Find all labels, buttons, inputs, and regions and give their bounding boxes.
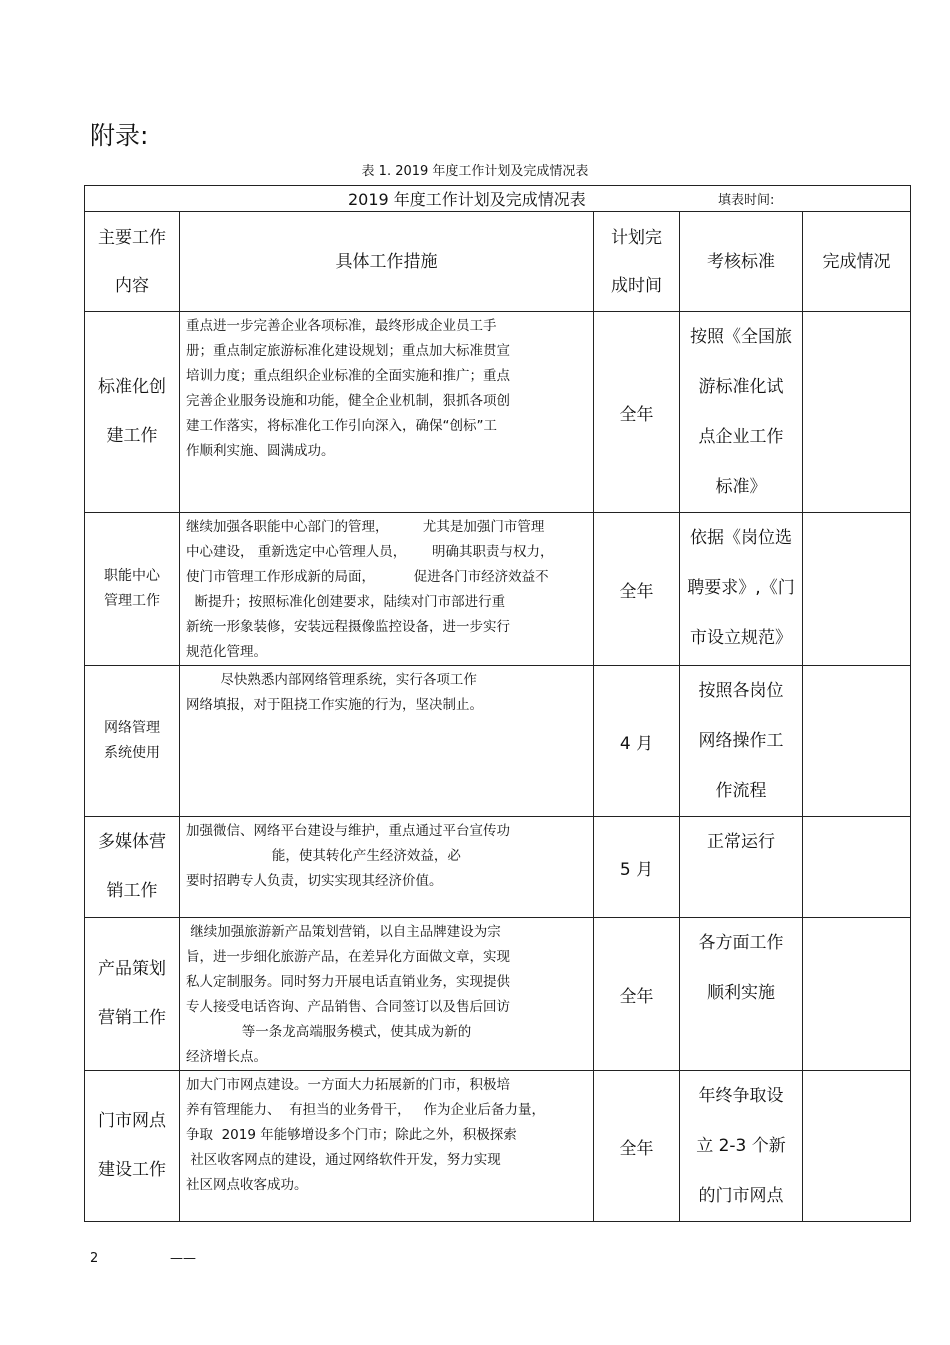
row-measure-line: 养有管理能力、 有担当的业务骨干， 作为企业后备力量， — [186, 1102, 545, 1118]
row-standard — [680, 666, 803, 817]
row-measure-line: 重点进一步完善企业各项标准，最终形成企业员工手 — [186, 318, 497, 334]
row-measures — [180, 918, 594, 1071]
row-standard-line: 点企业工作 — [698, 427, 784, 447]
header-standard: 考核标准 — [680, 212, 803, 312]
header-status: 完成情况 — [803, 212, 911, 312]
header-topic — [85, 212, 180, 312]
row-measures — [180, 817, 594, 918]
row-measure-line: 断提升；按照标准化创建要求，陆续对门市部进行重 — [186, 594, 506, 610]
row-plan-time: 5 月 — [594, 817, 680, 918]
row-standard — [680, 513, 803, 666]
row-measure-line: 册；重点制定旅游标准化建设规划；重点加大标准贯宣 — [186, 343, 510, 359]
row-standard-line: 正常运行 — [707, 832, 775, 852]
appendix-heading: 附录: — [90, 121, 149, 150]
row-standard — [680, 817, 803, 918]
row-topic — [85, 918, 180, 1071]
row-topic-line: 营销工作 — [98, 1008, 166, 1028]
row-measures — [180, 312, 594, 513]
row-standard-line: 按照《全国旅 — [690, 327, 792, 347]
row-measure-line: 建工作落实，将标准化工作引向深入，确保“创标”工 — [186, 418, 497, 434]
row-measure-line: 作顺利实施、圆满成功。 — [186, 443, 335, 459]
row-topic-line: 建工作 — [106, 426, 158, 446]
row-measure-line: 经济增长点。 — [186, 1049, 267, 1065]
row-measure-line: 使门市管理工作形成新的局面， 促进各门市经济效益不 — [186, 569, 549, 585]
row-measures — [180, 1071, 594, 1222]
row-measure-line: 新统一形象装修，安装远程摄像监控设备，进一步实行 — [186, 619, 510, 635]
row-standard-line: 顺利实施 — [707, 983, 775, 1003]
table-row — [85, 817, 911, 918]
row-standard-line: 的门市网点 — [698, 1186, 784, 1206]
header-measures: 具体工作措施 — [180, 212, 594, 312]
header-topic-line: 主要工作 — [98, 227, 166, 248]
row-measure-line: 培训力度；重点组织企业标准的全面实施和推广；重点 — [186, 368, 510, 384]
row-standard — [680, 918, 803, 1071]
row-standard-line: 各方面工作 — [698, 933, 784, 953]
row-plan-time: 全年 — [594, 1071, 680, 1222]
row-topic-line: 门市网点 — [98, 1111, 166, 1131]
row-standard-line: 标准》 — [715, 477, 767, 497]
row-plan-time: 全年 — [594, 312, 680, 513]
row-status — [803, 918, 911, 1071]
row-topic-line: 系统使用 — [104, 745, 160, 761]
row-topic-line: 多媒体营 — [98, 832, 166, 852]
row-status — [803, 817, 911, 918]
row-standard-line: 年终争取设 — [698, 1086, 784, 1106]
table-row — [85, 666, 911, 817]
row-measure-line: 私人定制服务。同时努力开展电话直销业务，实现提供 — [186, 974, 510, 990]
header-time — [594, 212, 680, 312]
row-measure-line: 争取 2019 年能够增设多个门市；除此之外，积极探索 — [186, 1127, 517, 1143]
row-topic-line: 网络管理 — [104, 720, 160, 736]
row-measures — [180, 666, 594, 817]
row-topic — [85, 666, 180, 817]
row-topic — [85, 1071, 180, 1222]
row-measure-line: 加强微信、网络平台建设与维护，重点通过平台宣传功 — [186, 823, 510, 839]
row-measure-line: 能，使其转化产生经济效益，必 — [186, 848, 461, 864]
row-standard-line: 按照各岗位 — [698, 681, 784, 701]
row-standard-line: 网络操作工 — [698, 731, 784, 751]
row-topic-line: 职能中心 — [104, 568, 160, 584]
row-measure-line: 继续加强各职能中心部门的管理， 尤其是加强门市管理 — [186, 519, 545, 535]
row-topic-line: 标准化创 — [98, 377, 166, 397]
page-number: 2 — [90, 1251, 99, 1266]
row-topic-line: 产品策划 — [98, 959, 166, 979]
row-measure-line: 继续加强旅游新产品策划营销，以自主品牌建设为宗 — [186, 924, 501, 940]
row-measures — [180, 513, 594, 666]
row-measure-line: 网络填报，对于阻挠工作实施的行为，坚决制止。 — [186, 697, 483, 713]
row-status — [803, 312, 911, 513]
row-standard-line: 作流程 — [715, 781, 767, 801]
row-standard-line: 游标准化试 — [698, 377, 784, 397]
row-measure-line: 中心建设， 重新选定中心管理人员， 明确其职责与权力， — [186, 544, 554, 560]
row-topic-line: 销工作 — [106, 881, 158, 901]
row-topic — [85, 817, 180, 918]
row-topic — [85, 513, 180, 666]
header-time-line: 成时间 — [611, 275, 662, 296]
row-measure-line: 完善企业服务设施和功能，健全企业机制，狠抓各项创 — [186, 393, 510, 409]
row-measure-line: 专人接受电话咨询、产品销售、合同签订以及售后回访 — [186, 999, 510, 1015]
table-title: 2019 年度工作计划及完成情况表 — [348, 190, 586, 209]
table-title-row — [85, 186, 911, 212]
row-topic-line: 管理工作 — [104, 593, 160, 609]
table-row — [85, 513, 911, 666]
row-plan-time: 全年 — [594, 918, 680, 1071]
row-standard-line: 市设立规范》 — [690, 628, 792, 648]
row-measure-line: 旨，进一步细化旅游产品，在差异化方面做文章，实现 — [186, 949, 510, 965]
table-caption: 表 1. 2019 年度工作计划及完成情况表 — [361, 164, 589, 179]
work-plan-table — [84, 185, 911, 1222]
row-standard — [680, 1071, 803, 1222]
row-topic-line: 建设工作 — [98, 1160, 166, 1180]
row-measure-line: 社区收客网点的建设，通过网络软件开发，努力实现 — [186, 1152, 501, 1168]
footer-dashes: —— — [170, 1251, 196, 1266]
row-measure-line: 规范化管理。 — [186, 644, 267, 660]
row-plan-time: 4 月 — [594, 666, 680, 817]
table-row — [85, 918, 911, 1071]
row-measure-line: 等一条龙高端服务模式，使其成为新的 — [186, 1024, 472, 1040]
header-topic-line: 内容 — [115, 275, 149, 296]
row-measure-line: 尽快熟悉内部网络管理系统，实行各项工作 — [186, 672, 477, 688]
row-measure-line: 社区网点收客成功。 — [186, 1177, 308, 1193]
row-standard-line: 聘要求》,《门 — [687, 578, 795, 598]
row-standard-line: 立 2-3 个新 — [696, 1136, 786, 1156]
row-measure-line: 加大门市网点建设。一方面大力拓展新的门市，积极培 — [186, 1077, 510, 1093]
row-measure-line: 要时招聘专人负责，切实实现其经济价值。 — [186, 873, 443, 889]
row-status — [803, 513, 911, 666]
table-row — [85, 1071, 911, 1222]
row-status — [803, 1071, 911, 1222]
row-standard — [680, 312, 803, 513]
row-status — [803, 666, 911, 817]
fill-time-label: 填表时间: — [718, 193, 775, 208]
table-row — [85, 312, 911, 513]
header-time-line: 计划完 — [611, 227, 662, 248]
row-standard-line: 依据《岗位选 — [690, 528, 792, 548]
row-plan-time: 全年 — [594, 513, 680, 666]
table-header-row — [85, 212, 911, 312]
row-topic — [85, 312, 180, 513]
